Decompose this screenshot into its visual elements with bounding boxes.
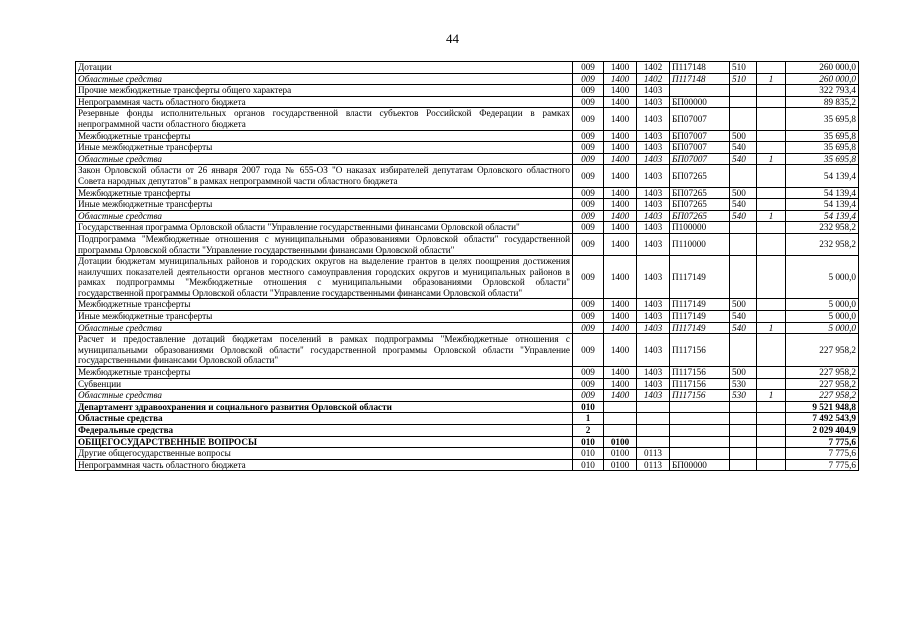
row-code-expense-type: 500 (730, 367, 757, 379)
row-code-target: П117156 (670, 334, 730, 367)
row-code-section: 1400 (604, 210, 637, 222)
row-code-source: 1 (757, 210, 786, 222)
row-code-admin: 2 (573, 425, 604, 437)
row-code-section (604, 425, 637, 437)
row-code-admin: 010 (573, 448, 604, 460)
table-row (76, 222, 859, 234)
row-amount: 35 695,8 (786, 108, 859, 130)
row-amount: 54 139,4 (786, 187, 859, 199)
row-code-expense-type (730, 459, 757, 471)
row-code-source (757, 165, 786, 187)
row-code-source (757, 130, 786, 142)
row-amount: 5 000,0 (786, 256, 859, 299)
row-name: Областные средства (76, 413, 573, 425)
row-name: Прочие межбюджетные трансферты общего характера (76, 85, 573, 97)
row-name: Дотации (76, 62, 573, 74)
row-code-source (757, 448, 786, 460)
table-row (76, 299, 859, 311)
row-amount: 7 492 543,9 (786, 413, 859, 425)
row-code-section: 1400 (604, 62, 637, 74)
row-code-section (604, 401, 637, 413)
table-row (76, 413, 859, 425)
row-amount: 2 029 404,9 (786, 425, 859, 437)
row-code-source: 1 (757, 73, 786, 85)
row-amount: 35 695,8 (786, 130, 859, 142)
row-code-expense-type: 530 (730, 378, 757, 390)
row-amount: 35 695,8 (786, 153, 859, 165)
table-row (76, 130, 859, 142)
row-code-section: 1400 (604, 367, 637, 379)
row-code-section: 1400 (604, 334, 637, 367)
row-code-expense-type: 510 (730, 73, 757, 85)
table-row (76, 187, 859, 199)
row-code-expense-type: 500 (730, 130, 757, 142)
row-code-source (757, 367, 786, 379)
row-code-target: П110000 (670, 233, 730, 255)
table-row (76, 448, 859, 460)
row-amount: 232 958,2 (786, 233, 859, 255)
row-code-target (670, 448, 730, 460)
table-row (76, 96, 859, 108)
row-code-source: 1 (757, 322, 786, 334)
row-code-source (757, 413, 786, 425)
row-amount: 54 139,4 (786, 199, 859, 211)
row-code-subsection: 1402 (637, 73, 670, 85)
row-code-source (757, 62, 786, 74)
table-row (76, 334, 859, 367)
table-row (76, 256, 859, 299)
row-amount: 9 521 948,8 (786, 401, 859, 413)
row-amount: 232 958,2 (786, 222, 859, 234)
row-code-target: БП07007 (670, 153, 730, 165)
row-code-target: БП07265 (670, 210, 730, 222)
row-code-subsection: 1403 (637, 367, 670, 379)
row-code-source (757, 142, 786, 154)
row-name: Департамент здравоохранения и социального развития Орловской области (76, 401, 573, 413)
row-code-target: П117148 (670, 73, 730, 85)
row-code-section: 1400 (604, 199, 637, 211)
row-code-section: 1400 (604, 142, 637, 154)
row-name: Дотации бюджетам муниципальных районов и городских округов на выделение грантов в целях поощрения достижения наилучших показателей деятельности органов местного самоуправления городских округов и муниципальных районов в рамках подпрограммы "Межбюджетные отношения с муниципальными образованиями Орловской области" государственной программы Орловской области "Управление государственными финансами Орловской области" (76, 256, 573, 299)
row-code-expense-type: 500 (730, 187, 757, 199)
row-name: Расчет и предоставление дотаций бюджетам поселений в рамках подпрограммы "Межбюджетные отношения с муниципальными образованиями Орловской области" государственной программы Орловской области "Управление государственными финансами Орловской области" (76, 334, 573, 367)
row-code-target: П100000 (670, 222, 730, 234)
row-code-source (757, 187, 786, 199)
row-amount: 35 695,8 (786, 142, 859, 154)
row-code-expense-type: 510 (730, 62, 757, 74)
row-name: Подпрограмма "Межбюджетные отношения с муниципальными образованиями Орловской области" государственной программы Орловской области "Управление государственными финансами Орловской области" (76, 233, 573, 255)
row-amount: 260 000,0 (786, 62, 859, 74)
table-row (76, 85, 859, 97)
row-code-target: БП07007 (670, 142, 730, 154)
row-code-section: 1400 (604, 222, 637, 234)
row-code-subsection: 1403 (637, 187, 670, 199)
row-code-target: БП07265 (670, 199, 730, 211)
row-code-admin: 009 (573, 130, 604, 142)
row-amount: 260 000,0 (786, 73, 859, 85)
row-code-section: 0100 (604, 436, 637, 448)
row-code-source (757, 96, 786, 108)
row-code-expense-type: 540 (730, 311, 757, 323)
table-row (76, 210, 859, 222)
row-code-admin: 009 (573, 367, 604, 379)
row-amount: 7 775,6 (786, 448, 859, 460)
page-number: 44 (446, 31, 459, 46)
row-code-target: П117149 (670, 256, 730, 299)
row-code-source: 1 (757, 390, 786, 402)
row-code-target: П117149 (670, 299, 730, 311)
row-code-section: 1400 (604, 96, 637, 108)
row-code-admin: 010 (573, 436, 604, 448)
row-code-section: 1400 (604, 85, 637, 97)
row-name: Субвенции (76, 378, 573, 390)
row-code-expense-type (730, 413, 757, 425)
row-name: Другие общегосударственные вопросы (76, 448, 573, 460)
row-code-admin: 010 (573, 401, 604, 413)
row-code-target: БП07265 (670, 187, 730, 199)
row-code-admin: 009 (573, 222, 604, 234)
row-code-source (757, 256, 786, 299)
row-code-subsection: 1403 (637, 222, 670, 234)
row-code-target (670, 436, 730, 448)
row-code-expense-type (730, 448, 757, 460)
row-code-section: 1400 (604, 378, 637, 390)
row-code-source (757, 401, 786, 413)
row-code-expense-type (730, 96, 757, 108)
row-code-source (757, 425, 786, 437)
row-code-admin: 009 (573, 96, 604, 108)
row-code-expense-type (730, 165, 757, 187)
row-code-target: П117156 (670, 390, 730, 402)
row-code-target: П117156 (670, 378, 730, 390)
row-code-subsection: 1403 (637, 96, 670, 108)
row-code-section: 1400 (604, 165, 637, 187)
budget-table (75, 61, 859, 471)
row-name: Иные межбюджетные трансферты (76, 142, 573, 154)
row-code-source (757, 222, 786, 234)
row-code-source (757, 199, 786, 211)
row-amount: 227 958,2 (786, 390, 859, 402)
row-code-section: 1400 (604, 256, 637, 299)
row-amount: 322 793,4 (786, 85, 859, 97)
row-code-target: П117148 (670, 62, 730, 74)
row-code-admin: 009 (573, 73, 604, 85)
row-code-target: П117149 (670, 322, 730, 334)
row-code-expense-type (730, 233, 757, 255)
row-code-subsection: 1403 (637, 199, 670, 211)
row-code-subsection: 1403 (637, 130, 670, 142)
row-amount: 5 000,0 (786, 322, 859, 334)
table-row (76, 153, 859, 165)
row-code-admin: 009 (573, 199, 604, 211)
table-row (76, 142, 859, 154)
row-code-source (757, 311, 786, 323)
row-code-admin: 009 (573, 85, 604, 97)
table-row (76, 436, 859, 448)
row-amount: 7 775,6 (786, 436, 859, 448)
row-code-target: БП07265 (670, 165, 730, 187)
row-code-source (757, 436, 786, 448)
row-code-admin: 009 (573, 334, 604, 367)
row-code-admin: 009 (573, 165, 604, 187)
table-row (76, 233, 859, 255)
row-amount: 227 958,2 (786, 334, 859, 367)
row-name: Межбюджетные трансферты (76, 299, 573, 311)
row-code-expense-type (730, 436, 757, 448)
row-code-section: 1400 (604, 153, 637, 165)
row-code-subsection: 1403 (637, 311, 670, 323)
table-row (76, 73, 859, 85)
row-name: Иные межбюджетные трансферты (76, 199, 573, 211)
row-code-subsection: 1403 (637, 153, 670, 165)
row-code-target: БП00000 (670, 96, 730, 108)
row-name: Непрограммная часть областного бюджета (76, 96, 573, 108)
row-code-section: 1400 (604, 311, 637, 323)
row-code-source (757, 459, 786, 471)
table-row (76, 165, 859, 187)
row-code-admin: 009 (573, 390, 604, 402)
row-code-source (757, 108, 786, 130)
row-amount: 89 835,2 (786, 96, 859, 108)
row-code-subsection (637, 425, 670, 437)
row-code-subsection: 1403 (637, 390, 670, 402)
row-code-subsection: 1403 (637, 256, 670, 299)
row-code-admin: 009 (573, 322, 604, 334)
row-code-admin: 1 (573, 413, 604, 425)
row-amount: 5 000,0 (786, 299, 859, 311)
table-row (76, 108, 859, 130)
row-code-section: 0100 (604, 459, 637, 471)
table-row (76, 378, 859, 390)
row-code-target (670, 85, 730, 97)
row-name: Федеральные средства (76, 425, 573, 437)
row-code-target: БП07007 (670, 108, 730, 130)
row-code-admin: 009 (573, 187, 604, 199)
row-code-subsection (637, 401, 670, 413)
row-amount: 7 775,6 (786, 459, 859, 471)
row-code-expense-type (730, 256, 757, 299)
table-row (76, 62, 859, 74)
table-row (76, 322, 859, 334)
row-code-admin: 009 (573, 256, 604, 299)
row-code-subsection: 1403 (637, 85, 670, 97)
row-code-expense-type: 540 (730, 199, 757, 211)
row-code-expense-type (730, 334, 757, 367)
row-code-source (757, 233, 786, 255)
row-code-subsection: 0113 (637, 448, 670, 460)
row-code-subsection (637, 413, 670, 425)
row-code-section: 1400 (604, 108, 637, 130)
row-code-section: 1400 (604, 299, 637, 311)
row-code-subsection: 1403 (637, 210, 670, 222)
row-code-section: 1400 (604, 322, 637, 334)
row-name: Непрограммная часть областного бюджета (76, 459, 573, 471)
row-name: Областные средства (76, 322, 573, 334)
row-code-section (604, 413, 637, 425)
row-amount: 227 958,2 (786, 378, 859, 390)
row-name: Резервные фонды исполнительных органов государственной власти субъектов Российской Федерации в рамках непрограммной части областного бюджета (76, 108, 573, 130)
table-row (76, 311, 859, 323)
row-name: Областные средства (76, 153, 573, 165)
row-amount: 54 139,4 (786, 165, 859, 187)
row-name: Областные средства (76, 390, 573, 402)
table-row (76, 401, 859, 413)
row-code-target: БП00000 (670, 459, 730, 471)
row-code-section: 1400 (604, 130, 637, 142)
row-code-admin: 009 (573, 142, 604, 154)
table-row (76, 459, 859, 471)
row-code-expense-type (730, 108, 757, 130)
row-name: Областные средства (76, 73, 573, 85)
row-code-source (757, 334, 786, 367)
row-code-subsection: 0113 (637, 459, 670, 471)
row-code-expense-type: 540 (730, 153, 757, 165)
row-code-admin: 009 (573, 233, 604, 255)
row-code-admin: 009 (573, 153, 604, 165)
row-code-expense-type: 500 (730, 299, 757, 311)
row-name: Областные средства (76, 210, 573, 222)
row-code-subsection: 1403 (637, 378, 670, 390)
row-name: Государственная программа Орловской области "Управление государственными финансами Орловской области" (76, 222, 573, 234)
row-code-subsection: 1403 (637, 334, 670, 367)
row-code-expense-type (730, 222, 757, 234)
row-code-expense-type: 540 (730, 142, 757, 154)
row-code-admin: 009 (573, 108, 604, 130)
row-code-subsection: 1403 (637, 233, 670, 255)
row-name: Межбюджетные трансферты (76, 130, 573, 142)
row-code-target (670, 401, 730, 413)
row-code-target: П117149 (670, 311, 730, 323)
row-code-expense-type (730, 85, 757, 97)
row-code-admin: 009 (573, 311, 604, 323)
row-code-target (670, 425, 730, 437)
row-amount: 227 958,2 (786, 367, 859, 379)
row-code-subsection: 1403 (637, 165, 670, 187)
row-name: Межбюджетные трансферты (76, 187, 573, 199)
row-name: ОБЩЕГОСУДАРСТВЕННЫЕ ВОПРОСЫ (76, 436, 573, 448)
row-name: Иные межбюджетные трансферты (76, 311, 573, 323)
row-code-admin: 009 (573, 299, 604, 311)
row-code-source (757, 378, 786, 390)
row-code-expense-type: 540 (730, 322, 757, 334)
row-code-target: П117156 (670, 367, 730, 379)
table-row (76, 390, 859, 402)
row-code-subsection: 1403 (637, 322, 670, 334)
row-code-expense-type (730, 401, 757, 413)
row-code-source (757, 85, 786, 97)
row-code-subsection (637, 436, 670, 448)
row-code-section: 0100 (604, 448, 637, 460)
row-code-admin: 009 (573, 62, 604, 74)
row-code-subsection: 1403 (637, 299, 670, 311)
table-row (76, 367, 859, 379)
row-amount: 54 139,4 (786, 210, 859, 222)
row-code-expense-type (730, 425, 757, 437)
row-code-section: 1400 (604, 73, 637, 85)
row-code-expense-type: 530 (730, 390, 757, 402)
row-name: Межбюджетные трансферты (76, 367, 573, 379)
row-code-source: 1 (757, 153, 786, 165)
row-amount: 5 000,0 (786, 311, 859, 323)
row-code-subsection: 1403 (637, 108, 670, 130)
row-code-section: 1400 (604, 233, 637, 255)
row-code-expense-type: 540 (730, 210, 757, 222)
row-code-target: БП07007 (670, 130, 730, 142)
row-code-target (670, 413, 730, 425)
row-name: Закон Орловской области от 26 января 2007 года № 655-ОЗ "О наказах избирателей депутатам Орловского областного Совета народных депутатов" в рамках непрограммной части областного бюджета (76, 165, 573, 187)
table-row (76, 199, 859, 211)
row-code-admin: 010 (573, 459, 604, 471)
table-row (76, 425, 859, 437)
row-code-section: 1400 (604, 187, 637, 199)
row-code-source (757, 299, 786, 311)
row-code-subsection: 1402 (637, 62, 670, 74)
row-code-section: 1400 (604, 390, 637, 402)
row-code-admin: 009 (573, 378, 604, 390)
row-code-admin: 009 (573, 210, 604, 222)
row-code-subsection: 1403 (637, 142, 670, 154)
